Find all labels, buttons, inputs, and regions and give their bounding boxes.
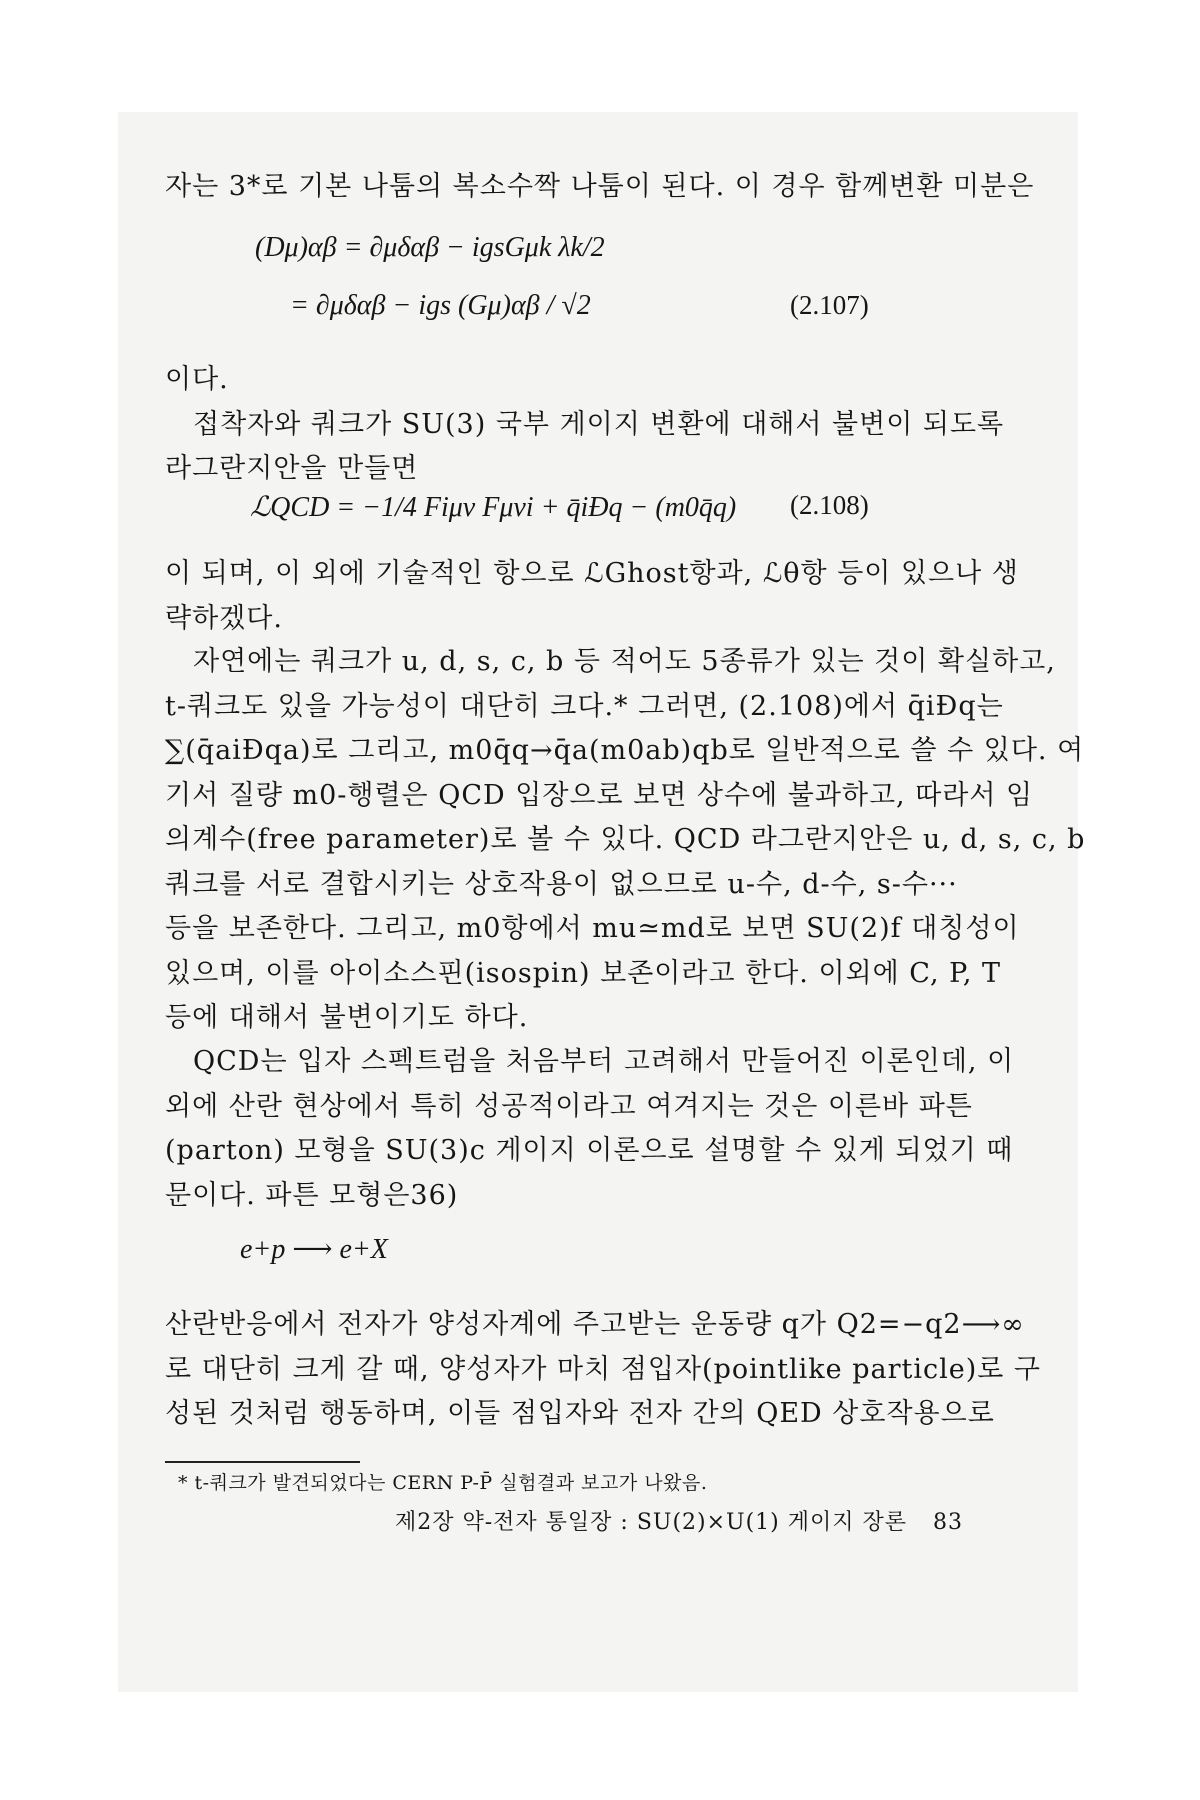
- equation-2-108: ℒQCD = −1/4 Fiμν Fμνi + q̄iÐq − (m0q̄q): [250, 492, 737, 523]
- text-line: 있으며, 이를 아이소스핀(isospin) 보존이라고 한다. 이외에 C, P, T: [165, 957, 1002, 989]
- page-number: 83: [933, 1510, 963, 1535]
- paragraph-4: [165, 1040, 1025, 1218]
- text-line: QCD는 입자 스펙트럼을 처음부터 고려해서 만들어진 이론인데, 이: [193, 1046, 1015, 1077]
- paragraph-5: [165, 1303, 1041, 1437]
- equation-number-2-107: (2.107): [790, 290, 869, 320]
- text-line: 로 대단히 크게 갈 때, 양성자가 마치 점입자(pointlike particle)로 구: [165, 1353, 1041, 1385]
- equation-2-107-line1: (Dμ)αβ = ∂μδαβ − igsGμk λk/2: [255, 232, 605, 263]
- equation-number-2-108: (2.108): [790, 490, 869, 520]
- text-line: t-쿼크도 있을 가능성이 대단히 크다.* 그러면, (2.108)에서 q̄iÐq는: [165, 690, 1004, 722]
- text-line: 등을 보존한다. 그리고, m0항에서 mu≃md로 보면 SU(2)f 대칭성이: [165, 913, 1020, 944]
- text-line: 문이다. 파튼 모형은36): [165, 1179, 459, 1211]
- text-line: 략하겠다.: [165, 602, 283, 634]
- text-line: 쿼크를 서로 결합시키는 상호작용이 없으므로 u-수, d-수, s-수···: [165, 868, 958, 900]
- text-line: ∑(q̄aiÐqa)로 그리고, m0q̄q→q̄a(m0ab)qb로 일반적으로 쓸 수 있다. 여: [165, 735, 1085, 766]
- text-line: 이 되며, 이 외에 기술적인 항으로 ℒGhost항과, ℒθ항 등이 있으나 생: [165, 558, 1019, 589]
- paragraph-1: [165, 358, 1025, 492]
- text-line: 접착자와 쿼크가 SU(3) 국부 게이지 변환에 대해서 불변이 되도록: [193, 408, 1005, 440]
- paragraph-2: [165, 552, 1025, 641]
- page-footer: [395, 1505, 963, 1536]
- running-footer-title: 제2장 약-전자 통일장 : SU(2)×U(1) 게이지 장론: [395, 1510, 907, 1535]
- text-line: 외에 산란 현상에서 특히 성공적이라고 여겨지는 것은 이른바 파튼: [165, 1090, 973, 1122]
- text-line: 이다.: [165, 364, 229, 395]
- equation-2-107-line2: = ∂μδαβ − igs (Gμ)αβ / √2: [290, 290, 591, 321]
- text-line: 기서 질량 m0-행렬은 QCD 입장으로 보면 상수에 불과하고, 따라서 임: [165, 779, 1034, 811]
- text-line: 성된 것처럼 행동하며, 이들 점입자와 전자 간의 QED 상호작용으로: [165, 1398, 995, 1429]
- text-line: 라그란지안을 만들면: [165, 453, 419, 484]
- text-line: (parton) 모형을 SU(3)c 게이지 이론으로 설명할 수 있게 되었기 때: [165, 1135, 1014, 1166]
- top-text: [165, 165, 1035, 210]
- paragraph-3: [165, 640, 1086, 1041]
- equation-scattering: e+p ⟶ e+X: [240, 1234, 388, 1265]
- text-line: 등에 대해서 불변이기도 하다.: [165, 1002, 529, 1033]
- text-line: 자는 3*로 기본 나툼의 복소수짝 나툼이 된다. 이 경우 함께변환 미분은: [165, 171, 1035, 202]
- text-line: 의계수(free parameter)로 볼 수 있다. QCD 라그란지안은 u, d, s, c, b: [165, 824, 1086, 855]
- text-line: 자연에는 쿼크가 u, d, s, c, b 등 적어도 5종류가 있는 것이 확실하고,: [193, 646, 1056, 677]
- footnote: * t-쿼크가 발견되었다는 CERN P-P̄ 실험결과 보고가 나왔음.: [178, 1472, 708, 1494]
- footnote-rule: [165, 1461, 360, 1463]
- text-line: 산란반응에서 전자가 양성자계에 주고받는 운동량 q가 Q2=−q2⟶∞: [165, 1309, 1025, 1340]
